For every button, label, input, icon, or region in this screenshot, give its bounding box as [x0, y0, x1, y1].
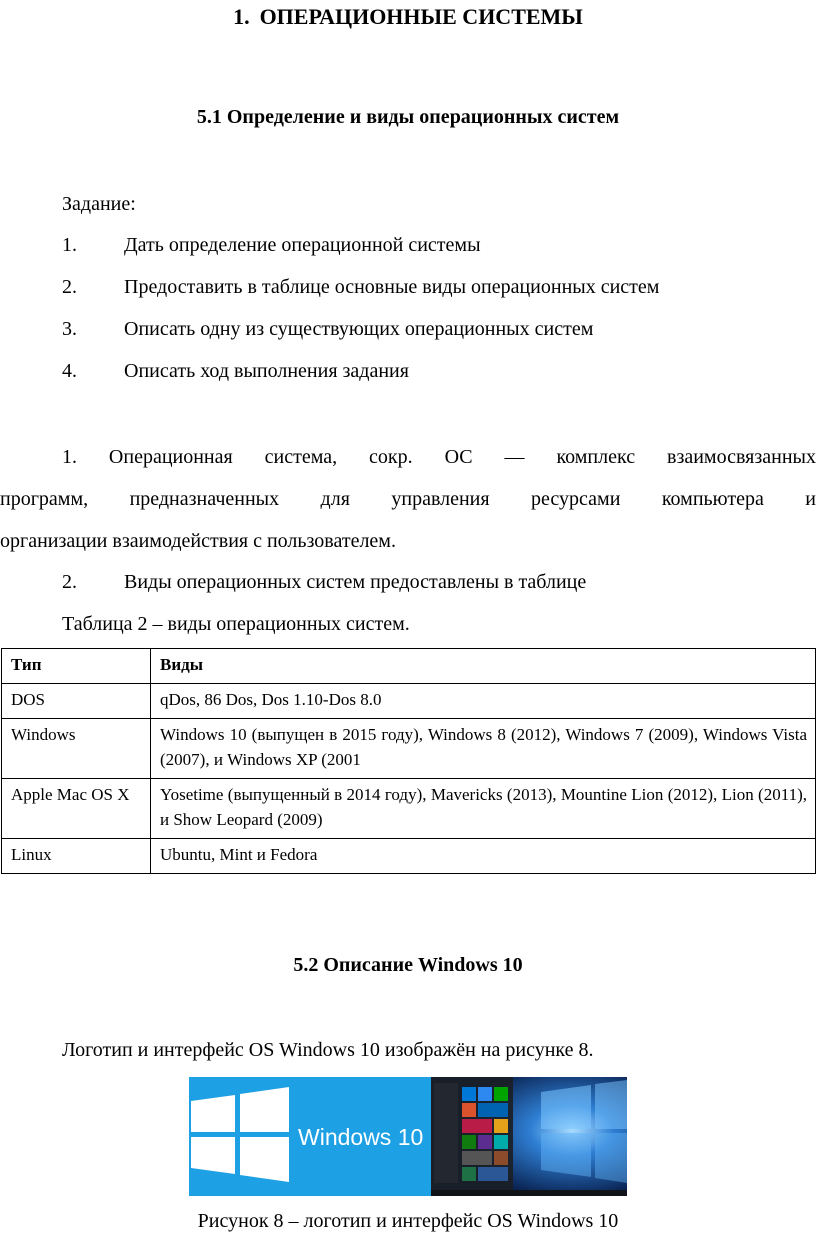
definition-word: система, [264, 446, 338, 468]
definition-word: программ, [0, 488, 89, 510]
definition-line-1 [62, 446, 816, 469]
task-item-number: 2. [62, 276, 77, 298]
table-row [2, 719, 816, 779]
task-item [62, 276, 659, 299]
definition-word: компьютера [661, 488, 764, 510]
table-cell-type: Apple Mac OS X [2, 779, 151, 839]
definition-word: Операционная [108, 446, 233, 468]
chapter-number: 1. [233, 4, 250, 29]
figure-8 [189, 1077, 627, 1196]
definition-word: ресурсами [531, 488, 621, 510]
table-cell-type: DOS [2, 684, 151, 719]
definition-word: для [320, 488, 350, 510]
definition-word: комплекс [556, 446, 636, 468]
table-row [2, 684, 816, 719]
table-cell-kinds: qDos, 86 Dos, Dos 1.10-Dos 8.0 [151, 684, 816, 719]
definition-word: ОС [444, 446, 473, 468]
section-title-5-2: 5.2 Описание Windows 10 [293, 954, 523, 976]
table-cell-type: Linux [2, 839, 151, 874]
definition-line-2 [0, 488, 816, 511]
figure-intro: Логотип и интерфейс OS Windows 10 изображён на рисунке 8. [62, 1039, 594, 1061]
definition-word: управления [391, 488, 490, 510]
task-label: Задание: [62, 193, 136, 215]
desktop-screenshot-icon [431, 1077, 627, 1196]
os-types-table [1, 648, 816, 874]
task-item-text: Предоставить в таблице основные виды операционных систем [124, 276, 660, 298]
chapter-heading [0, 4, 816, 30]
table-row [2, 779, 816, 839]
table-cell-type: Windows [2, 719, 151, 779]
definition-word: — [504, 446, 525, 468]
task-item [62, 360, 409, 383]
task-item-number: 4. [62, 360, 77, 382]
task-item-text: Описать ход выполнения задания [124, 360, 409, 382]
table-header-kinds: Виды [151, 649, 816, 684]
task-item-number: 3. [62, 318, 77, 340]
windows-logo-panel [189, 1077, 431, 1196]
table-cell-kinds: Ubuntu, Mint и Fedora [151, 839, 816, 874]
section-title-5-1: 5.1 Определение и виды операционных систем [196, 106, 620, 128]
table-caption: Таблица 2 – виды операционных систем. [62, 613, 410, 635]
table-cell-kinds: Windows 10 (выпущен в 2015 году), Windows 8 (2012), Windows 7 (2009), Windows Vista (2007), и Windows XP (2001 [151, 719, 816, 779]
types-intro [62, 571, 586, 594]
chapter-title: ОПЕРАЦИОННЫЕ СИСТЕМЫ [259, 4, 583, 29]
table-header-row [2, 649, 816, 684]
types-intro-number: 2. [62, 571, 77, 593]
types-intro-text: Виды операционных систем предоставлены в таблице [124, 571, 587, 593]
windows-10-interface-screenshot [431, 1077, 627, 1196]
definition-word: предназначенных [129, 488, 280, 510]
definition-number: 1. [62, 446, 77, 468]
definition-word: взаимосвязанных [667, 446, 816, 468]
definition-word: и [805, 488, 816, 510]
task-item [62, 318, 593, 341]
task-item-number: 1. [62, 234, 77, 256]
task-item-text: Описать одну из существующих операционных систем [124, 318, 594, 340]
figure-caption: Рисунок 8 – логотип и интерфейс OS Windows 10 [197, 1210, 619, 1232]
definition-word: сокр. [369, 446, 413, 468]
table-row [2, 839, 816, 874]
table-header-type: Тип [2, 649, 151, 684]
task-item [62, 234, 481, 257]
task-item-text: Дать определение операционной системы [124, 234, 481, 256]
table-cell-kinds: Yosetime (выпущенный в 2014 году), Mavericks (2013), Mountine Lion (2012), Lion (2011), и Show Leopard (2009) [151, 779, 816, 839]
windows-10-logo-text: Windows 10 [298, 1124, 424, 1150]
definition-line-3: организации взаимодействия с пользователем. [0, 530, 396, 552]
